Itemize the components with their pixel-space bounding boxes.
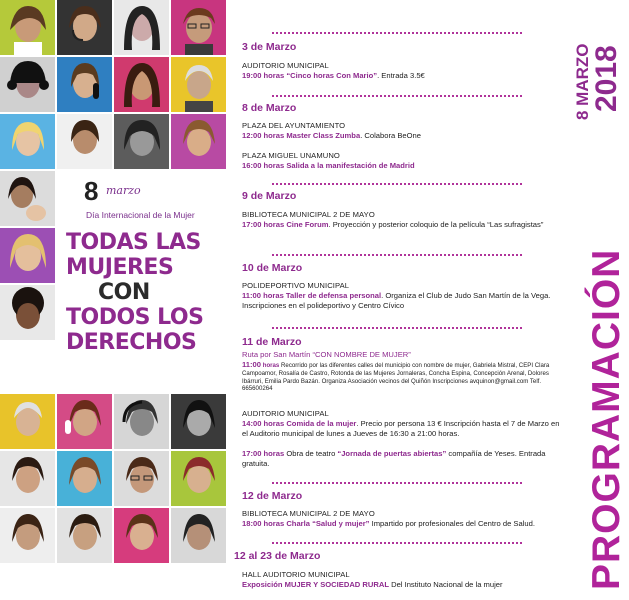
promo-block	[56, 172, 228, 392]
slogan-line-3: TODOS LOS	[66, 305, 204, 330]
portrait-photo	[114, 0, 169, 55]
event-venue: AUDITORIO MUNICIPAL	[242, 61, 329, 70]
event-description: . Proyección y posterior coloquio de la película “Las sufragistas”	[328, 220, 544, 229]
event-date: 12 de Marzo	[242, 490, 303, 502]
promo-day-label: Día Internacional de la Mujer	[86, 210, 195, 220]
dotted-separator	[272, 327, 522, 329]
event-date: 11 de Marzo	[242, 336, 302, 348]
event-date: 8 de Marzo	[242, 102, 297, 114]
event-time-unit: horas	[262, 362, 280, 369]
promo-month: marzo	[106, 184, 141, 197]
event-time: 19:00 horas	[242, 71, 285, 80]
event-description: . Colabora BeOne	[360, 131, 421, 140]
event-detail	[242, 449, 564, 468]
portrait-photo	[114, 508, 169, 563]
event-detail	[242, 361, 564, 393]
event-description: Recorrido por las diferentes calles del municipio con nombre de mujer, Gabriela Mistral, CEPI Clara Campoamor, Rosalía de Castro, Rotonda de las Mujeres Jornaleras, Concha Espina, Concepción Arenal, Dolores Ibárruri, Emilia Pardo Bazán. Organiza Asociación vecinos del Quiñón Inscripciones avquinon@gmail.com Telf. 665600264	[242, 362, 550, 393]
portrait-photo	[114, 57, 169, 112]
event-time: 17:00 horas Cine Forum	[242, 220, 329, 229]
event-detail	[242, 519, 564, 529]
portrait-photo	[171, 57, 226, 112]
vertical-date: 8 MARZO	[573, 43, 592, 120]
event-description: compañía de Yeses. Entrada gratuita.	[242, 449, 546, 468]
slogan-line-4: DERECHOS	[66, 330, 197, 355]
dotted-separator	[272, 482, 522, 484]
portrait-photo	[171, 114, 226, 169]
portrait-photo	[0, 171, 55, 226]
event-description: Impartido por profesionales del Centro de Salud.	[369, 519, 535, 528]
event-time: 12:00 horas Master Class Zumba	[242, 131, 361, 140]
portrait-photo	[0, 0, 55, 55]
event-venue: BIBLIOTECA MUNICIPAL 2 DE MAYO	[242, 509, 375, 518]
event-date: 12 al 23 de Marzo	[234, 550, 321, 562]
portrait-photo	[0, 228, 55, 283]
portrait-photo	[57, 57, 112, 112]
slogan-line-2: MUJERES	[66, 255, 174, 280]
event-detail	[242, 131, 564, 141]
event-time: 16:00 horas Salida a la manifestación de Madrid	[242, 161, 415, 170]
event-time: 18:00 horas Charla “Salud y mujer”	[242, 519, 370, 528]
portrait-photo	[57, 508, 112, 563]
event-time: 17:00 horas	[242, 449, 285, 458]
event-venue: PLAZA DEL AYUNTAMIENTO	[242, 121, 346, 130]
portrait-photo	[171, 394, 226, 449]
photo-collage	[0, 0, 229, 600]
event-description: . Precio por persona 13 € Inscripción hasta el 7 de Marzo en el Auditorio municipal de lunes a Jueves de 16:30 a 21:00 horas.	[242, 419, 560, 438]
portrait-photo	[0, 114, 55, 169]
dotted-separator	[272, 183, 522, 185]
portrait-photo	[114, 451, 169, 506]
event-title: “Jornada de puertas abiertas”	[337, 449, 447, 458]
event-detail	[242, 71, 564, 81]
event-venue: HALL AUDITORIO MUNICIPAL	[242, 570, 350, 579]
portrait-photo	[171, 508, 226, 563]
event-venue: POLIDEPORTIVO MUNICIPAL	[242, 281, 350, 290]
slogan-con: CON	[98, 280, 150, 305]
event-venue: PLAZA MIGUEL UNAMUNO	[242, 151, 340, 160]
dotted-separator	[272, 542, 522, 544]
event-description: . Organiza el Club de Judo San Martín de la Vega. Inscripciones en el polideportivo y Centro Cívico	[242, 291, 551, 310]
event-description: Del Instituto Nacional de la mujer	[388, 580, 503, 589]
event-venue: AUDITORIO MUNICIPAL	[242, 409, 329, 418]
dotted-separator	[272, 254, 522, 256]
event-title: “Cinco horas Con Mario”	[286, 71, 378, 80]
promo-slogan	[66, 230, 226, 355]
event-detail	[242, 419, 564, 438]
event-venue: BIBLIOTECA MUNICIPAL 2 DE MAYO	[242, 210, 375, 219]
event-time: 11:00	[242, 360, 262, 369]
event-route: Ruta por San Martín “CON NOMBRE DE MUJER”	[242, 350, 411, 359]
vertical-title: PROGRAMACIÓN	[585, 248, 628, 590]
program-list	[232, 0, 562, 600]
event-date: 3 de Marzo	[242, 41, 297, 53]
portrait-photo	[0, 394, 55, 449]
portrait-photo	[114, 114, 169, 169]
portrait-photo	[0, 285, 55, 340]
portrait-photo	[57, 114, 112, 169]
portrait-photo	[0, 508, 55, 563]
portrait-photo	[57, 394, 112, 449]
event-description: Obra de teatro	[284, 449, 338, 458]
portrait-photo	[114, 394, 169, 449]
event-date: 9 de Marzo	[242, 190, 297, 202]
event-detail	[242, 220, 564, 230]
slogan-line-1: TODAS LAS	[66, 230, 201, 255]
dotted-separator	[272, 32, 522, 34]
event-description: . Entrada 3.5€	[377, 71, 425, 80]
dotted-separator	[272, 95, 522, 97]
vertical-year: 2018	[590, 45, 623, 112]
portrait-photo	[0, 57, 55, 112]
event-time: 14:00 horas Comida de la mujer	[242, 419, 357, 428]
portrait-photo	[0, 451, 55, 506]
portrait-photo	[57, 0, 112, 55]
portrait-photo	[171, 451, 226, 506]
event-detail	[242, 161, 564, 171]
event-detail	[242, 291, 564, 310]
portrait-photo	[171, 0, 226, 55]
event-time: 11:00 horas Taller de defensa personal	[242, 291, 382, 300]
portrait-photo	[57, 451, 112, 506]
event-title: Exposición MUJER Y SOCIEDAD RURAL	[242, 580, 389, 589]
event-date: 10 de Marzo	[242, 262, 303, 274]
event-detail	[242, 580, 564, 590]
promo-number: 8	[84, 176, 99, 206]
